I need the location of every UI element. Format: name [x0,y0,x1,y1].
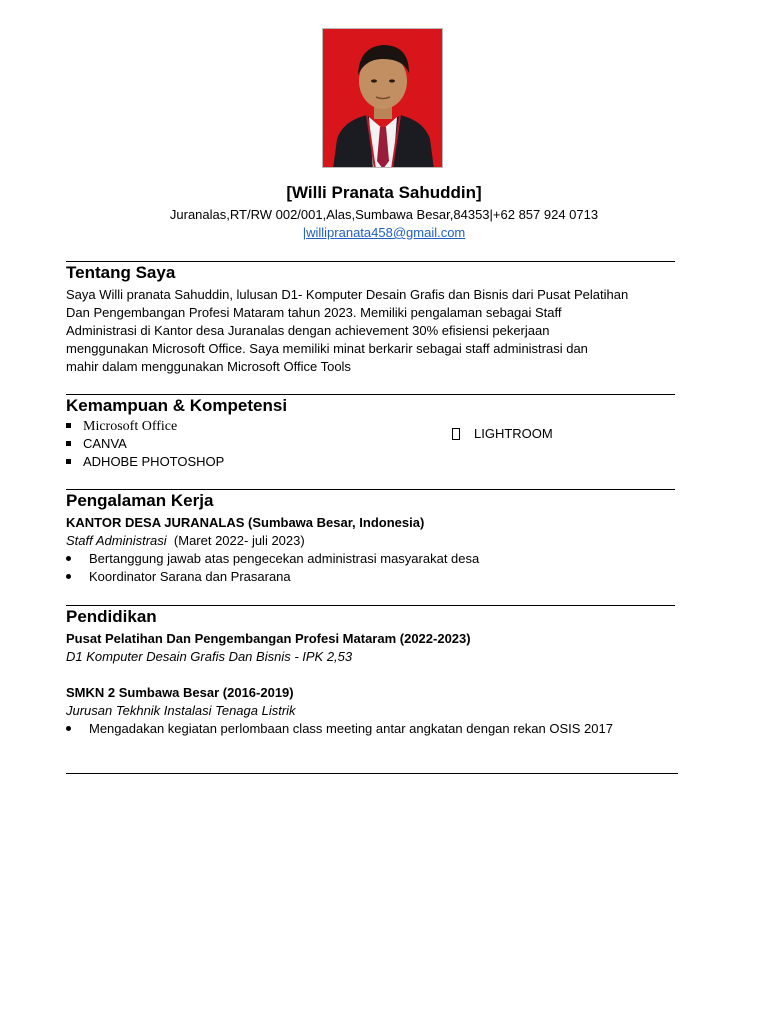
about-line: Saya Willi pranata Sahuddin, lulusan D1- Komputer Desain Grafis dan Bisnis dari Pusat Pelatihan [66,287,629,302]
profile-photo [322,28,443,168]
job-role: Staff Administrasi [66,533,167,548]
candidate-name: [Willi Pranata Sahuddin] [286,183,482,202]
skill-item [66,436,127,451]
divider [66,261,675,262]
school-name: SMKN 2 Sumbawa Besar (2016-2019) [66,685,294,700]
skill-label: Microsoft Office [83,419,178,434]
school-name: Pusat Pelatihan Dan Pengembangan Profesi Mataram (2022-2023) [66,631,471,646]
about-line: mahir dalam menggunakan Microsoft Office Tools [66,359,351,374]
company-name: KANTOR DESA JURANALAS (Sumbawa Besar, Indonesia) [66,515,425,530]
divider [66,773,678,774]
skill-label: ADHOBE PHOTOSHOP [83,454,225,469]
email-link[interactable]: willipranata458@gmail.com [306,225,466,240]
about-line: menggunakan Microsoft Office. Saya memiliki minat berkarir sebagai staff administrasi dan [66,341,588,356]
divider [66,605,675,606]
square-bullet-icon [66,423,71,428]
activity-text: Mengadakan kegiatan perlombaan class meeting antar angkatan dengan rekan OSIS 2017 [89,721,613,736]
about-line: Administrasi di Kantor desa Juranalas dengan achievement 30% efisiensi pekerjaan [66,323,550,338]
bullet-icon [66,726,71,731]
school-program: D1 Komputer Desain Grafis Dan Bisnis - IPK 2,53 [66,649,353,664]
section-title-education: Pendidikan [66,607,157,626]
skill-label: LIGHTROOM [474,426,553,441]
skill-item [452,426,553,441]
section-title-about: Tentang Saya [66,263,176,282]
duty-text: Koordinator Sarana dan Prasarana [89,569,291,584]
duty-item [66,569,291,584]
section-title-experience: Pengalaman Kerja [66,491,214,510]
bullet-icon [66,574,71,579]
about-line: Dan Pengembangan Profesi Mataram tahun 2023. Memiliki pengalaman sebagai Staff [66,305,562,320]
school-program: Jurusan Tekhnik Instalasi Tenaga Listrik [66,703,296,718]
section-title-skills: Kemampuan & Kompetensi [66,396,288,415]
contact-line: Juranalas,RT/RW 002/001,Alas,Sumbawa Besar,84353|+62 857 924 0713 [169,207,599,222]
square-bullet-icon [66,441,71,446]
email-prefix: | [302,225,307,240]
divider [66,394,675,395]
skill-item [66,418,177,435]
bullet-icon [66,556,71,561]
skill-item [66,454,224,469]
person-portrait-icon [323,29,443,168]
duty-text: Bertanggung jawab atas pengecekan administrasi masyarakat desa [89,551,480,566]
skill-label: CANVA [83,436,127,451]
email-line [0,225,768,240]
divider [66,489,675,490]
duty-item [66,551,479,566]
activity-item [66,721,613,736]
missing-glyph-bullet-icon [452,428,460,440]
job-period: (Maret 2022- juli 2023) [173,533,305,548]
job-role-line [66,533,305,548]
square-bullet-icon [66,459,71,464]
about-paragraph [66,286,675,376]
